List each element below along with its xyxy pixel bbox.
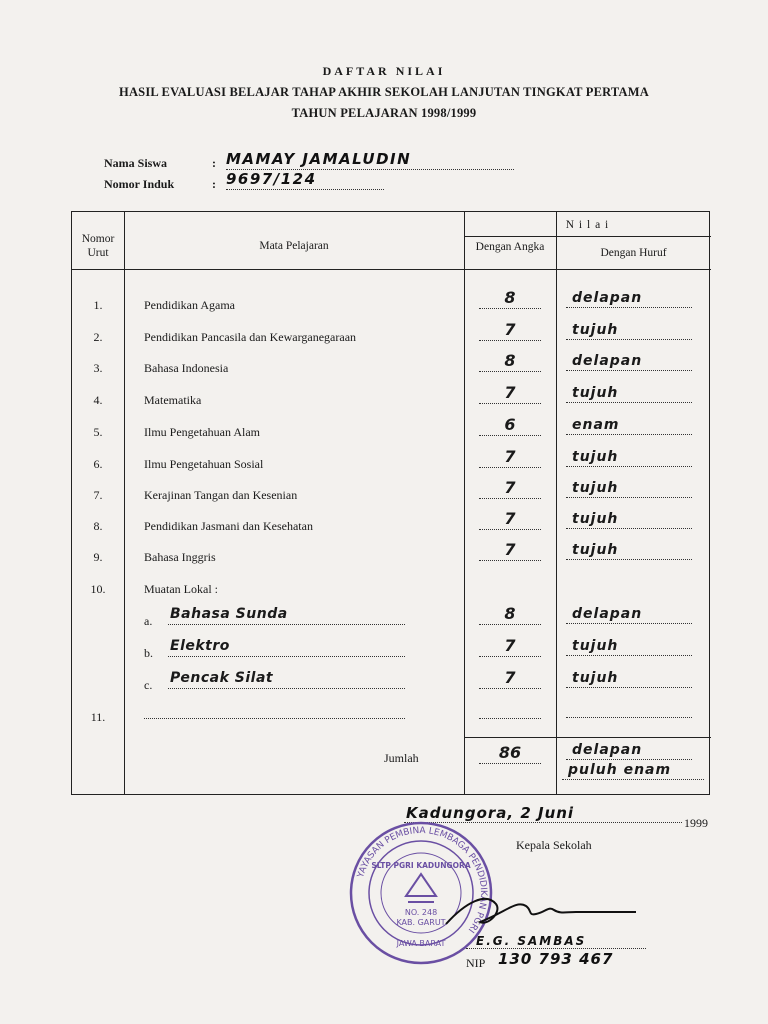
nip-label: NIP <box>466 956 486 970</box>
signature-year: 1999 <box>684 816 708 830</box>
row-number: 7. <box>93 488 103 502</box>
row-divider <box>72 269 711 270</box>
principal-signature <box>436 882 646 942</box>
header-dengan-angka: Dengan Angka <box>475 241 545 253</box>
grade-number: 7 <box>479 322 541 341</box>
document-title: DAFTAR NILAI <box>322 64 446 78</box>
local-subject-name: Pencak Silat <box>168 670 405 689</box>
grade-words: tujuh <box>566 449 692 467</box>
grade-words: delapan <box>566 606 692 624</box>
grade-number: 7 <box>479 511 541 530</box>
document-subtitle: HASIL EVALUASI BELAJAR TAHAP AKHIR SEKOLAH LANJUTAN TINGKAT PERTAMA <box>119 85 649 99</box>
row-divider <box>464 737 711 738</box>
stamp-ring-text: YAYASAN PEMBINA LEMBAGA PENDIDIKAN PGRI <box>356 825 489 935</box>
subject-name: Matematika <box>144 393 202 407</box>
grade-words: tujuh <box>566 670 692 688</box>
header-nilai: N i l a i <box>565 219 610 231</box>
grade-number: 8 <box>479 353 541 372</box>
row-number: 6. <box>93 457 103 471</box>
empty-grade-number <box>479 700 541 719</box>
grade-words: tujuh <box>566 511 692 529</box>
subject-name: Pendidikan Jasmani dan Kesehatan <box>144 519 313 533</box>
column-divider <box>124 212 125 794</box>
total-label: Jumlah <box>384 751 419 765</box>
subject-name: Pendidikan Agama <box>144 298 235 312</box>
subject-name: Ilmu Pengetahuan Alam <box>144 425 260 439</box>
stamp-region: KAB. GARUT <box>396 918 446 927</box>
grade-number: 7 <box>479 542 541 561</box>
principal-role: Kepala Sekolah <box>516 838 592 852</box>
header-nomor-urut: Nomor Urut <box>81 233 115 259</box>
row-number: 8. <box>93 519 103 533</box>
row-number: 3. <box>93 361 103 375</box>
stamp-number: NO. 248 <box>404 908 438 917</box>
principal-name: E.G. SAMBAS <box>466 934 646 949</box>
student-name-value: MAMAY JAMALUDIN <box>226 151 514 170</box>
empty-grade-words <box>566 700 692 718</box>
grade-number: 7 <box>479 480 541 499</box>
stamp-province: JAWA BARAT <box>396 939 446 948</box>
header-dengan-huruf: Dengan Huruf <box>600 247 667 259</box>
place-and-date: Kadungora, 2 Juni <box>404 804 682 823</box>
grade-words: tujuh <box>566 322 692 340</box>
colon: : <box>212 156 216 170</box>
local-subject-name: Bahasa Sunda <box>168 606 405 625</box>
grades-table <box>71 211 710 795</box>
grade-words: delapan <box>566 290 692 308</box>
row-number: 11. <box>90 710 106 724</box>
signature-stroke <box>446 899 636 924</box>
row-number: 1. <box>93 298 103 312</box>
local-item-letter: c. <box>144 678 153 692</box>
stamp-school-name: SLTP PGRI KADUNGORA <box>371 861 471 870</box>
column-divider <box>556 212 557 794</box>
grade-number: 8 <box>479 606 541 625</box>
row-number: 5. <box>93 425 103 439</box>
subject-name: Kerajinan Tangan dan Kesenian <box>144 488 298 502</box>
row-number: 9. <box>93 550 103 564</box>
colon: : <box>212 177 216 191</box>
row-divider <box>464 236 711 237</box>
column-divider <box>464 212 465 794</box>
empty-subject-line <box>144 700 405 719</box>
grade-number: 7 <box>479 670 541 689</box>
grade-words: delapan <box>566 353 692 371</box>
local-content-label: Muatan Lokal : <box>144 582 218 596</box>
nip-value: 130 793 467 <box>498 950 614 968</box>
stamp-emblem-icon <box>406 874 436 896</box>
row-number: 2. <box>93 330 103 344</box>
grade-number: 6 <box>479 417 541 436</box>
student-name-label: Nama Siswa <box>104 156 168 170</box>
student-id-label: Nomor Induk <box>104 177 175 191</box>
grade-words: tujuh <box>566 638 692 656</box>
local-subject-name: Elektro <box>168 638 405 657</box>
student-id-value: 9697/124 <box>226 171 384 190</box>
grade-number: 7 <box>479 638 541 657</box>
grade-words: tujuh <box>566 542 692 560</box>
row-number: 4. <box>93 393 103 407</box>
grade-words: tujuh <box>566 385 692 403</box>
local-item-letter: b. <box>144 646 153 660</box>
grade-number: 7 <box>479 449 541 468</box>
total-grade-words-line1: delapan <box>566 742 692 760</box>
total-grade-number: 86 <box>479 745 541 764</box>
grade-words: enam <box>566 417 692 435</box>
subject-name: Ilmu Pengetahuan Sosial <box>144 457 264 471</box>
header-mata-pelajaran: Mata Pelajaran <box>259 240 329 252</box>
academic-year: TAHUN PELAJARAN 1998/1999 <box>291 106 477 120</box>
subject-name: Pendidikan Pancasila dan Kewarganegaraan <box>144 330 357 344</box>
subject-name: Bahasa Indonesia <box>144 361 229 375</box>
row-number: 10. <box>90 582 106 596</box>
local-item-letter: a. <box>144 614 153 628</box>
subject-name: Bahasa Inggris <box>144 550 216 564</box>
total-grade-words-line2: puluh enam <box>562 762 704 780</box>
grade-number: 8 <box>479 290 541 309</box>
grade-words: tujuh <box>566 480 692 498</box>
grade-number: 7 <box>479 385 541 404</box>
